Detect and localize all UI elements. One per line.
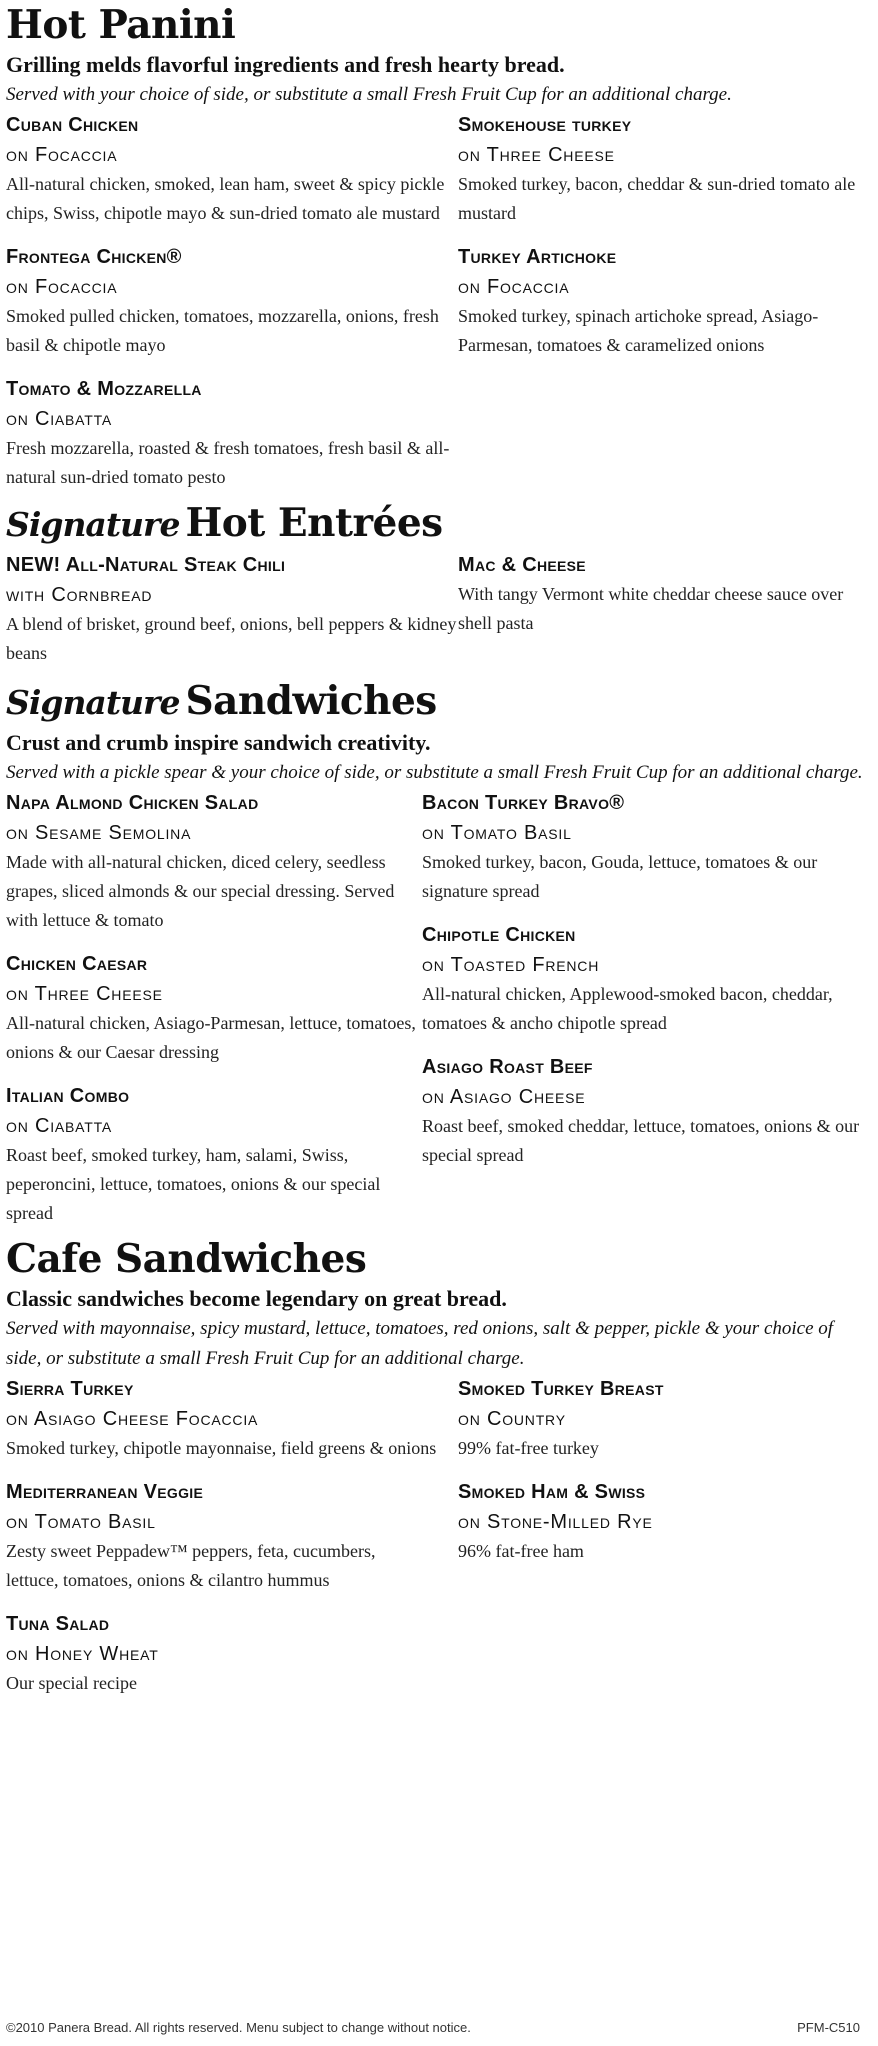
menu-columns (6, 1374, 872, 1698)
section-tagline: Classic sandwiches become legendary on great bread. (6, 1286, 507, 1311)
menu-item (422, 920, 868, 1038)
section-cafe-sandwiches (6, 1234, 872, 1698)
menu-code: PFM-C510 (797, 2020, 860, 2035)
menu-column-right (422, 788, 868, 1242)
item-name: Smoked Turkey Breast (458, 1378, 664, 1400)
menu-columns (6, 110, 872, 506)
item-bread: on Focaccia (6, 144, 118, 166)
section-served-note: Served with mayonnaise, spicy mustard, lettuce, tomatoes, red onions, salt & pepper, pickle & your choice of side, or substitute a small Fresh Fruit Cup for an additional charge. (6, 1318, 834, 1369)
item-description: Smoked turkey, chipotle mayonnaise, field greens & onions (6, 1438, 437, 1458)
item-description: Made with all-natural chicken, diced celery, seedless grapes, sliced almonds & our special dressing. Served with lettuce & tomato (6, 852, 395, 930)
section-tagline: Crust and crumb inspire sandwich creativity. (6, 730, 431, 755)
item-description: Fresh mozzarella, roasted & fresh tomatoes, fresh basil & all-natural sun-dried tomato pesto (6, 438, 450, 487)
section-tagline: Grilling melds flavorful ingredients and fresh hearty bread. (6, 52, 565, 77)
copyright-text: ©2010 Panera Bread. All rights reserved. Menu subject to change without notice. (6, 2020, 471, 2035)
item-name: Chipotle Chicken (422, 924, 576, 946)
section-signature-sandwiches (6, 676, 872, 1242)
menu-page (6, 0, 872, 1698)
menu-item (6, 374, 458, 492)
item-name: Smoked Ham & Swiss (458, 1481, 646, 1503)
menu-item (458, 110, 868, 228)
item-description: Smoked pulled chicken, tomatoes, mozzarella, onions, fresh basil & chipotle mayo (6, 306, 439, 355)
item-bread: on Tomato Basil (6, 1511, 156, 1533)
section-hot-panini (6, 0, 872, 506)
item-bread: on Focaccia (458, 276, 570, 298)
item-name: Smokehouse turkey (458, 114, 632, 136)
item-description: Roast beef, smoked cheddar, lettuce, tomatoes, onions & our special spread (422, 1116, 860, 1165)
item-name: Tuna Salad (6, 1613, 110, 1635)
menu-item (458, 1477, 868, 1566)
menu-column-left (6, 1374, 458, 1698)
section-title (6, 498, 872, 550)
menu-column-left (6, 550, 458, 682)
item-name: Sierra Turkey (6, 1378, 134, 1400)
item-name: Cuban Chicken (6, 114, 139, 136)
menu-column-right (458, 1374, 868, 1698)
item-bread: on Stone-Milled Rye (458, 1511, 653, 1533)
menu-item (6, 1477, 458, 1595)
item-description: All-natural chicken, Asiago-Parmesan, lettuce, tomatoes, onions & our Caesar dressing (6, 1013, 416, 1062)
menu-columns (6, 788, 872, 1242)
menu-item (6, 1081, 422, 1228)
menu-column-right (458, 550, 868, 682)
menu-column-left (6, 110, 458, 506)
item-name: Napa Almond Chicken Salad (6, 792, 259, 814)
item-bread: on Asiago Cheese Focaccia (6, 1408, 259, 1430)
item-name: Turkey Artichoke (458, 246, 617, 268)
menu-item (422, 788, 868, 906)
item-bread: on Asiago Cheese (422, 1086, 586, 1108)
item-bread: on Toasted French (422, 954, 600, 976)
item-bread: with Cornbread (6, 584, 153, 606)
item-description: Smoked turkey, spinach artichoke spread, Asiago-Parmesan, tomatoes & caramelized onions (458, 306, 819, 355)
menu-item (6, 1609, 458, 1698)
menu-column-left (6, 788, 422, 1242)
signature-script: Signature (6, 505, 180, 544)
item-description: 99% fat-free turkey (458, 1438, 599, 1458)
item-name: Mediterranean Veggie (6, 1481, 204, 1503)
item-description: Roast beef, smoked turkey, ham, salami, Swiss, peperoncini, lettuce, tomatoes, onions & our special spread (6, 1145, 381, 1223)
item-name: Bacon Turkey Bravo® (422, 792, 625, 814)
item-name: Mac & Cheese (458, 554, 586, 576)
item-name: NEW! All-Natural Steak Chili (6, 554, 286, 576)
section-served-note: Served with a pickle spear & your choice of side, or substitute a small Fresh Fruit Cup for an additional charge. (6, 762, 863, 783)
item-bread: on Ciabatta (6, 1115, 113, 1137)
item-description: A blend of brisket, ground beef, onions, bell peppers & kidney beans (6, 614, 457, 663)
signature-script: Signature (6, 683, 180, 722)
item-name: Italian Combo (6, 1085, 130, 1107)
menu-item (458, 1374, 868, 1463)
item-bread: on Sesame Semolina (6, 822, 192, 844)
menu-item (422, 1052, 868, 1170)
item-description: Zesty sweet Peppadew™ peppers, feta, cucumbers, lettuce, tomatoes, onions & cilantro hummus (6, 1541, 376, 1590)
section-title: Hot Panini (6, 2, 236, 48)
item-description: Our special recipe (6, 1673, 137, 1693)
item-name: Asiago Roast Beef (422, 1056, 593, 1078)
item-bread: on Focaccia (6, 276, 118, 298)
section-served-note: Served with your choice of side, or substitute a small Fresh Fruit Cup for an additional charge. (6, 84, 732, 105)
footer (6, 2018, 878, 2038)
menu-item (6, 788, 422, 935)
menu-item (6, 1374, 458, 1463)
menu-item (458, 550, 868, 638)
item-name: Frontega Chicken® (6, 246, 182, 268)
item-description: Smoked turkey, bacon, Gouda, lettuce, tomatoes & our signature spread (422, 852, 818, 901)
item-bread: on Tomato Basil (422, 822, 572, 844)
section-title-text: Sandwiches (185, 678, 437, 724)
item-bread: on Country (458, 1408, 566, 1430)
item-bread: on Three Cheese (6, 983, 163, 1005)
section-title-text: Hot Entrées (185, 500, 443, 546)
section-title (6, 676, 872, 728)
menu-column-right (458, 110, 868, 506)
item-description: With tangy Vermont white cheddar cheese sauce over shell pasta (458, 584, 844, 633)
item-description: All-natural chicken, smoked, lean ham, sweet & spicy pickle chips, Swiss, chipotle mayo & sun-dried tomato ale mustard (6, 174, 445, 223)
section-title: Cafe Sandwiches (6, 1236, 367, 1282)
item-bread: on Three Cheese (458, 144, 615, 166)
item-name: Tomato & Mozzarella (6, 378, 202, 400)
item-description: Smoked turkey, bacon, cheddar & sun-dried tomato ale mustard (458, 174, 856, 223)
menu-item (6, 242, 458, 360)
menu-item (458, 242, 868, 360)
item-bread: on Ciabatta (6, 408, 113, 430)
menu-item (6, 550, 458, 668)
menu-item (6, 949, 422, 1067)
menu-columns (6, 550, 872, 682)
section-hot-entrees (6, 498, 872, 682)
item-description: 96% fat-free ham (458, 1541, 584, 1561)
item-name: Chicken Caesar (6, 953, 148, 975)
item-bread: on Honey Wheat (6, 1643, 159, 1665)
item-description: All-natural chicken, Applewood-smoked bacon, cheddar, tomatoes & ancho chipotle spread (422, 984, 833, 1033)
menu-item (6, 110, 458, 228)
